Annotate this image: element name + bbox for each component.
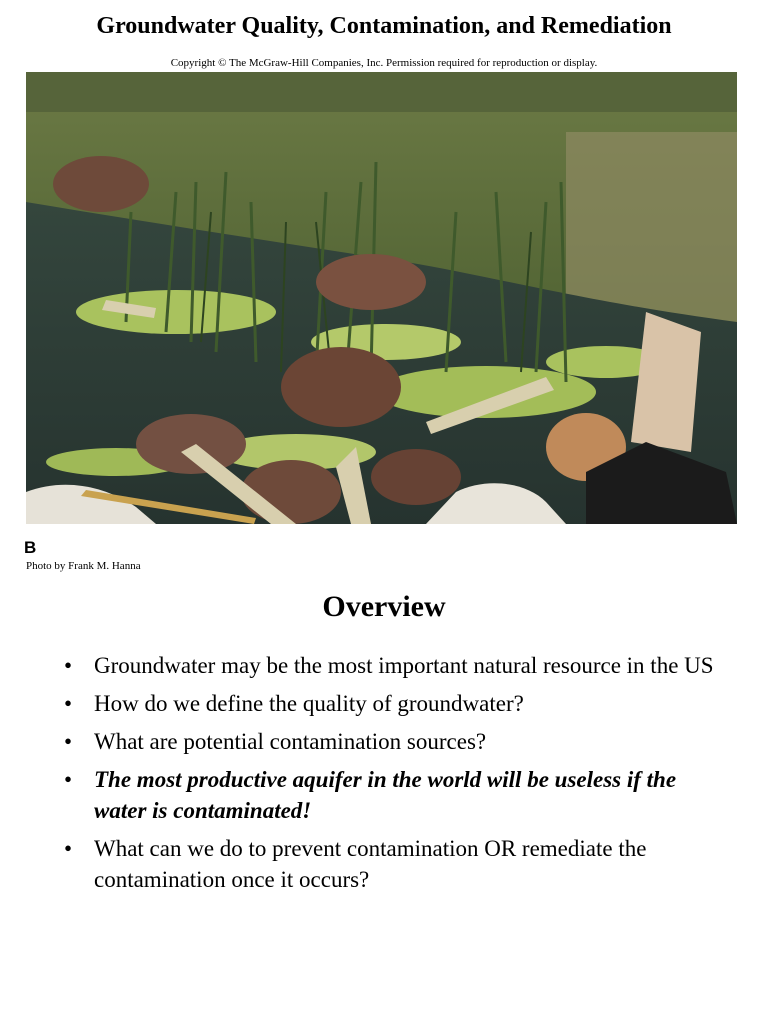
bullet-dot-icon: • [64,767,73,792]
bullet-dot-icon: • [64,691,73,716]
bullet-list [60,650,720,902]
figure-label: B [24,538,37,557]
bullet-item-emphasized [60,764,720,826]
bullet-text: What are potential contamination sources? [94,729,487,754]
slide-title: Groundwater Quality, Contamination, and Remediation [96,13,672,39]
bullet-text: Groundwater may be the most important natural resource in the US [94,653,714,678]
photo-credit: Photo by Frank M. Hanna [26,560,141,572]
bullet-dot-icon: • [64,729,73,754]
section-heading: Overview [322,590,446,623]
bullet-item [60,650,720,681]
bullet-item [60,833,720,895]
bullet-text: What can we do to prevent contamination OR remediate the contamination once it occurs? [94,836,647,892]
contaminated-pond-photo [26,72,737,524]
copyright-notice: Copyright © The McGraw-Hill Companies, Inc. Permission required for reproduction or display. [170,57,598,69]
bullet-text: How do we define the quality of groundwater? [94,691,524,716]
bullet-dot-icon: • [64,653,73,678]
bullet-item [60,726,720,757]
bullet-text: The most productive aquifer in the world will be useless if the water is contaminated! [94,767,677,823]
bullet-item [60,688,720,719]
bullet-dot-icon: • [64,836,73,861]
